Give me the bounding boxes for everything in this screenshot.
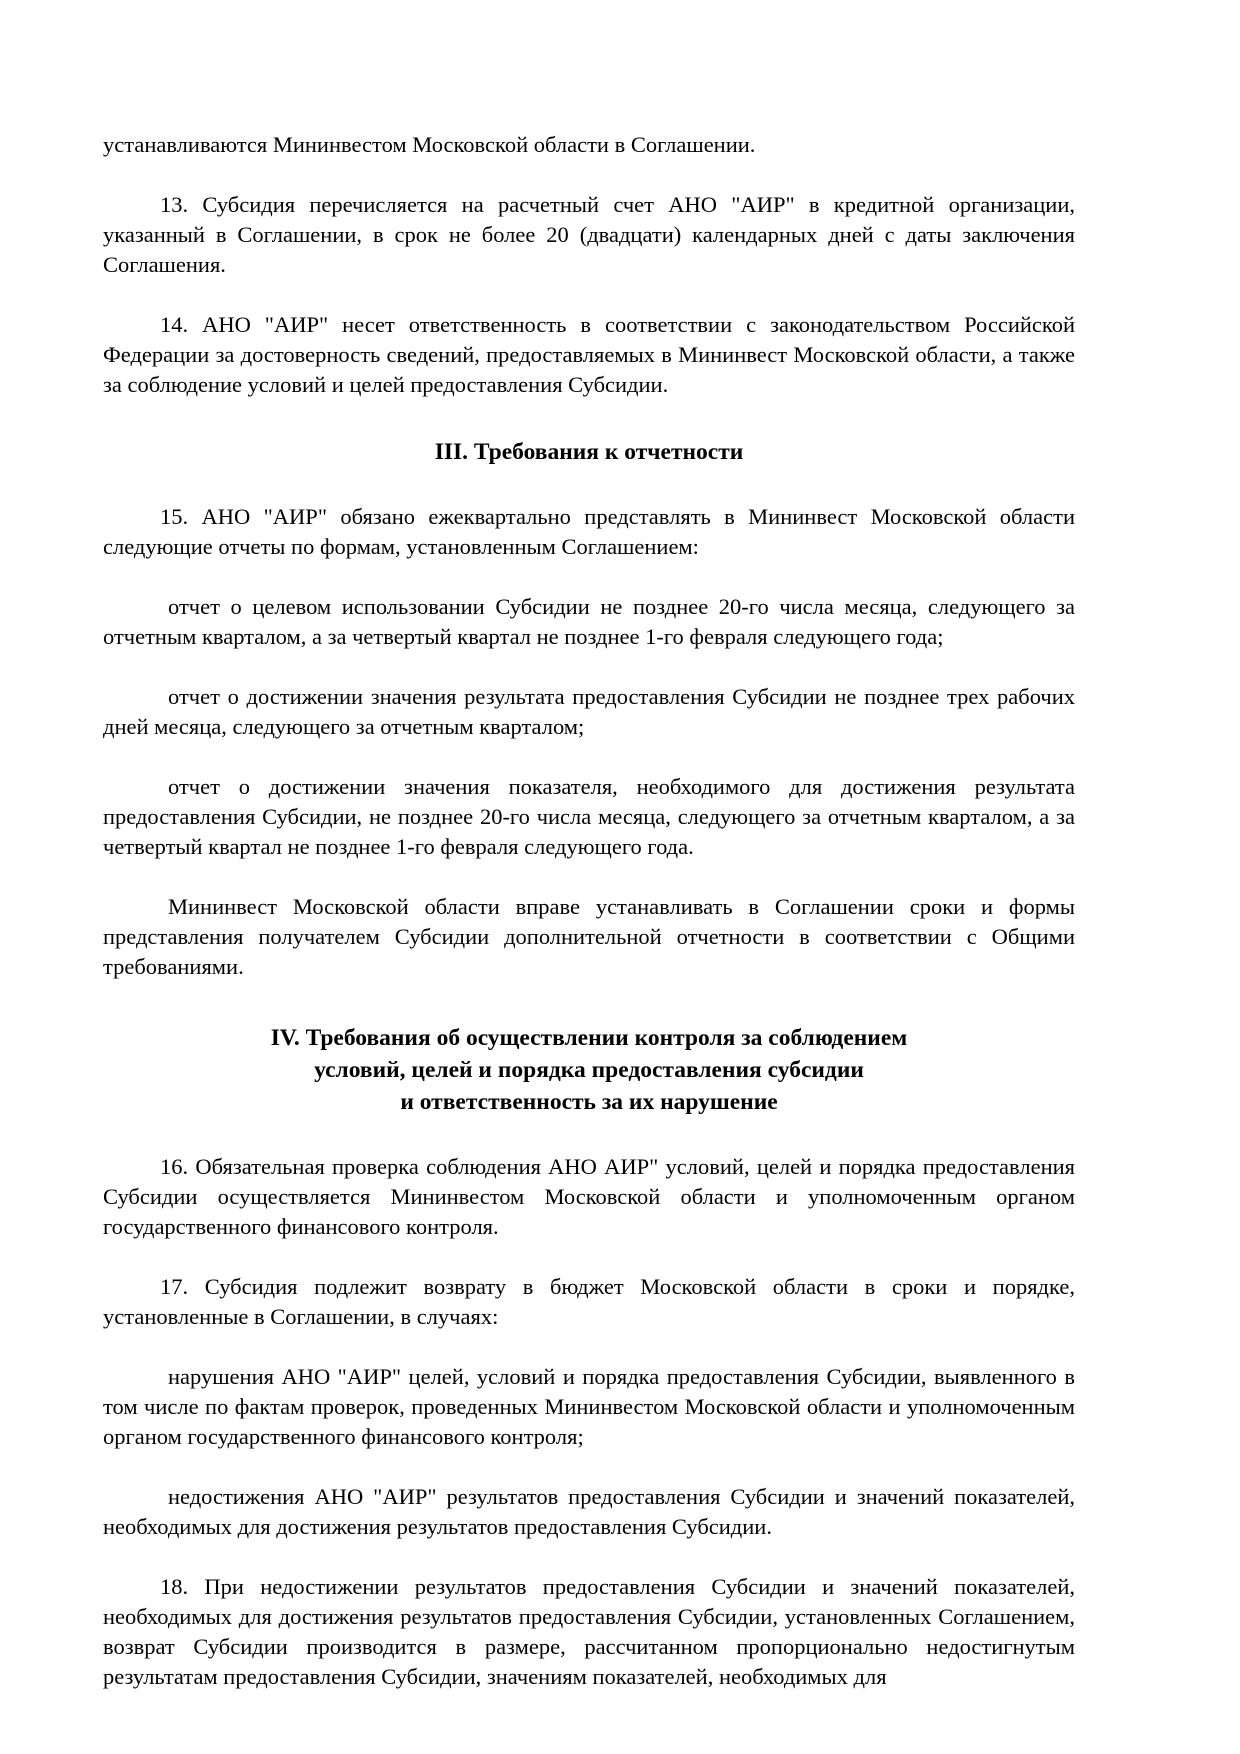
paragraph-item-16: 16. Обязательная проверка соблюдения АНО АИР" условий, целей и порядка предоставления Субсидии осуществляется Мининвестом Московской области и уполномоченным органом государственного финансового контроля. [103, 1154, 1075, 1239]
paragraph-item-18: 18. При недостижении результатов предоставления Субсидии и значений показателей, необходимых для достижения результатов предоставления Субсидии, установленных Соглашением, возврат Субсидии производится в размере, рассчитанном пропорционально недостигнутым результатам предоставления Субсидии, значениям показателей, необходимых для [103, 1574, 1075, 1689]
heading-section-iv-line-3: и ответственность за их нарушение [400, 1089, 778, 1115]
paragraph-item-15-sub-1: отчет о целевом использовании Субсидии не позднее 20-го числа месяца, следующего за отчетным кварталом, а за четвертый квартал не позднее 1-го февраля следующего года; [103, 594, 1075, 649]
paragraph-item-17: 17. Субсидия подлежит возврату в бюджет Московской области в сроки и порядке, установленные в Соглашении, в случаях: [103, 1274, 1075, 1329]
paragraph-item-15-sub-2: отчет о достижении значения результата предоставления Субсидии не позднее трех рабочих дней месяца, следующего за отчетным кварталом; [103, 684, 1075, 739]
paragraph-item-17-sub-2: недостижения АНО "АИР" результатов предоставления Субсидии и значений показателей, необходимых для достижения результатов предоставления Субсидии. [103, 1484, 1075, 1539]
paragraph-item-13: 13. Субсидия перечисляется на расчетный счет АНО "АИР" в кредитной организации, указанный в Соглашении, в срок не более 20 (двадцати) календарных дней с даты заключения Соглашения. [103, 192, 1075, 277]
paragraph-item-14: 14. АНО "АИР" несет ответственность в соответствии с законодательством Российской Федерации за достоверность сведений, предоставляемых в Мининвест Московской области, а также за соблюдение условий и целей предоставления Субсидии. [103, 312, 1075, 397]
heading-section-iv-line-2: условий, целей и порядка предоставления субсидии [314, 1057, 864, 1083]
heading-section-iv-line-1: IV. Требования об осуществлении контроля за соблюдением [270, 1025, 908, 1051]
paragraph-item-15-sub-3: отчет о достижении значения показателя, необходимого для достижения результата предоставления Субсидии, не позднее 20-го числа месяца, следующего за отчетным кварталом, а за четвертый квартал не позднее 1-го февраля следующего года. [103, 774, 1075, 859]
document-body [103, 130, 1075, 1692]
paragraph-item-15-closing: Мининвест Московской области вправе устанавливать в Соглашении сроки и формы представления получателем Субсидии дополнительной отчетности в соответствии с Общими требованиями. [103, 894, 1075, 979]
paragraph-item-15: 15. АНО "АИР" обязано ежеквартально представлять в Мининвест Московской области следующие отчеты по формам, установленным Соглашением: [103, 504, 1075, 559]
paragraph-item-17-sub-1: нарушения АНО "АИР" целей, условий и порядка предоставления Субсидии, выявленного в том числе по фактам проверок, проведенных Мининвестом Московской области и уполномоченным органом государственного финансового контроля; [103, 1364, 1075, 1449]
paragraph-continuation: устанавливаются Мининвестом Московской области в Соглашении. [103, 132, 756, 157]
heading-section-iii: III. Требования к отчетности [434, 439, 744, 465]
heading-section-iv [103, 1022, 1075, 1118]
